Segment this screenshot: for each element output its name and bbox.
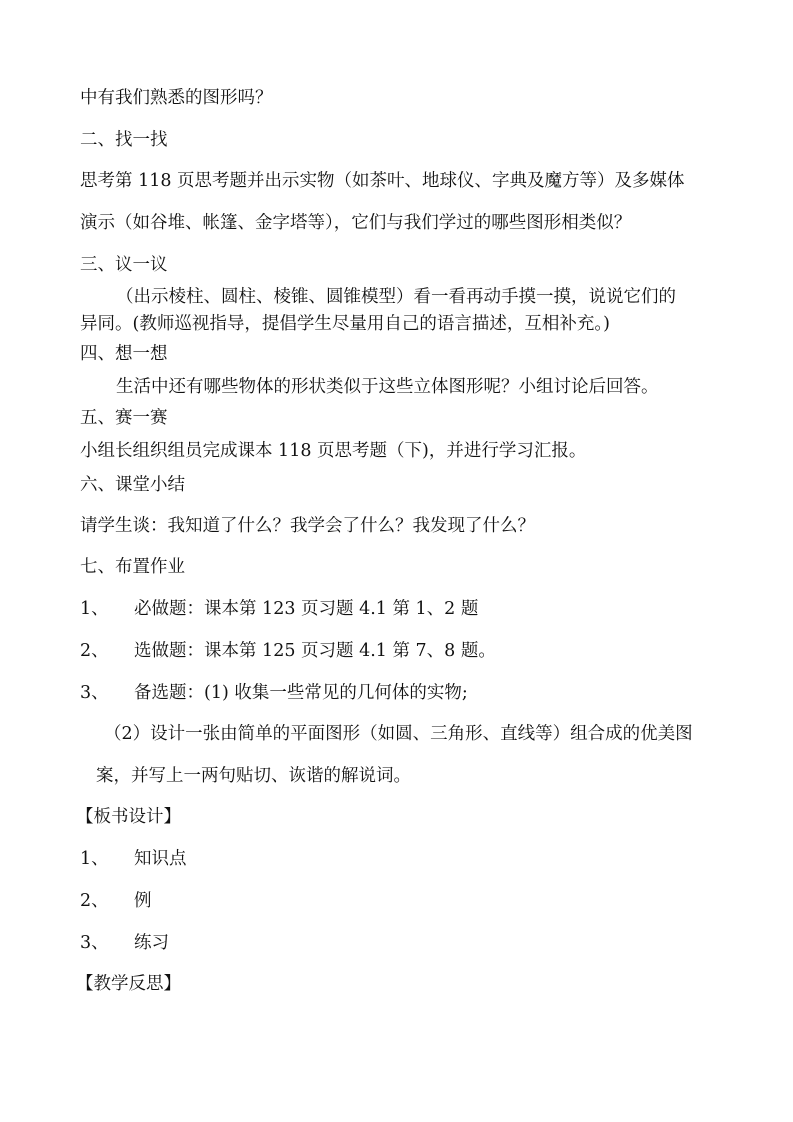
section-heading: 七、布置作业 xyxy=(80,557,185,577)
paragraph-line: （2）设计一张由简单的平面图形（如圆、三角形、直线等）组合成的优美图 xyxy=(104,724,693,744)
homework-number: 3、 xyxy=(80,683,109,703)
homework-number: 1、 xyxy=(80,599,109,619)
board-number: 1、 xyxy=(80,849,109,869)
section-heading: 二、找一找 xyxy=(80,130,168,150)
board-design-title: 【板书设计】 xyxy=(76,807,181,827)
board-number: 2、 xyxy=(80,891,109,911)
section-heading: 五、赛一赛 xyxy=(80,408,168,428)
homework-item: 选做题：课本第 125 页习题 4.1 第 7、8 题。 xyxy=(134,641,496,661)
paragraph-line: 思考第 118 页思考题并出示实物（如茶叶、地球仪、字典及魔方等）及多媒体 xyxy=(80,171,685,191)
paragraph-line: 生活中还有哪些物体的形状类似于这些立体图形呢？小组讨论后回答。 xyxy=(116,377,659,397)
paragraph-line: 小组长组织组员完成课本 118 页思考题（下)，并进行学习汇报。 xyxy=(80,441,587,461)
homework-item: 必做题：课本第 123 页习题 4.1 第 1、2 题 xyxy=(134,599,479,619)
paragraph-line: 异同。(教师巡视指导，提倡学生尽量用自己的语言描述，互相补充。) xyxy=(80,314,610,334)
paragraph-line: 请学生谈：我知道了什么？我学会了什么？我发现了什么？ xyxy=(80,516,535,536)
board-item: 知识点 xyxy=(134,849,187,869)
paragraph-line: 案，并写上一两句贴切、诙谐的解说词。 xyxy=(96,766,411,786)
homework-number: 2、 xyxy=(80,641,109,661)
paragraph-line: （出示棱柱、圆柱、棱锥、圆锥模型）看一看再动手摸一摸，说说它们的 xyxy=(116,287,676,307)
paragraph-line: 演示（如谷堆、帐篷、金字塔等），它们与我们学过的哪些图形相类似？ xyxy=(80,213,632,233)
section-heading: 四、想一想 xyxy=(80,344,168,364)
section-heading: 三、议一议 xyxy=(80,255,168,275)
paragraph-line: 中有我们熟悉的图形吗？ xyxy=(80,88,273,108)
section-heading: 六、课堂小结 xyxy=(80,475,185,495)
board-item: 练习 xyxy=(134,933,169,953)
teaching-reflection-title: 【教学反思】 xyxy=(76,974,181,994)
board-number: 3、 xyxy=(80,933,109,953)
homework-item: 备选题：(1) 收集一些常见的几何体的实物; xyxy=(134,683,468,703)
board-item: 例 xyxy=(134,891,152,911)
